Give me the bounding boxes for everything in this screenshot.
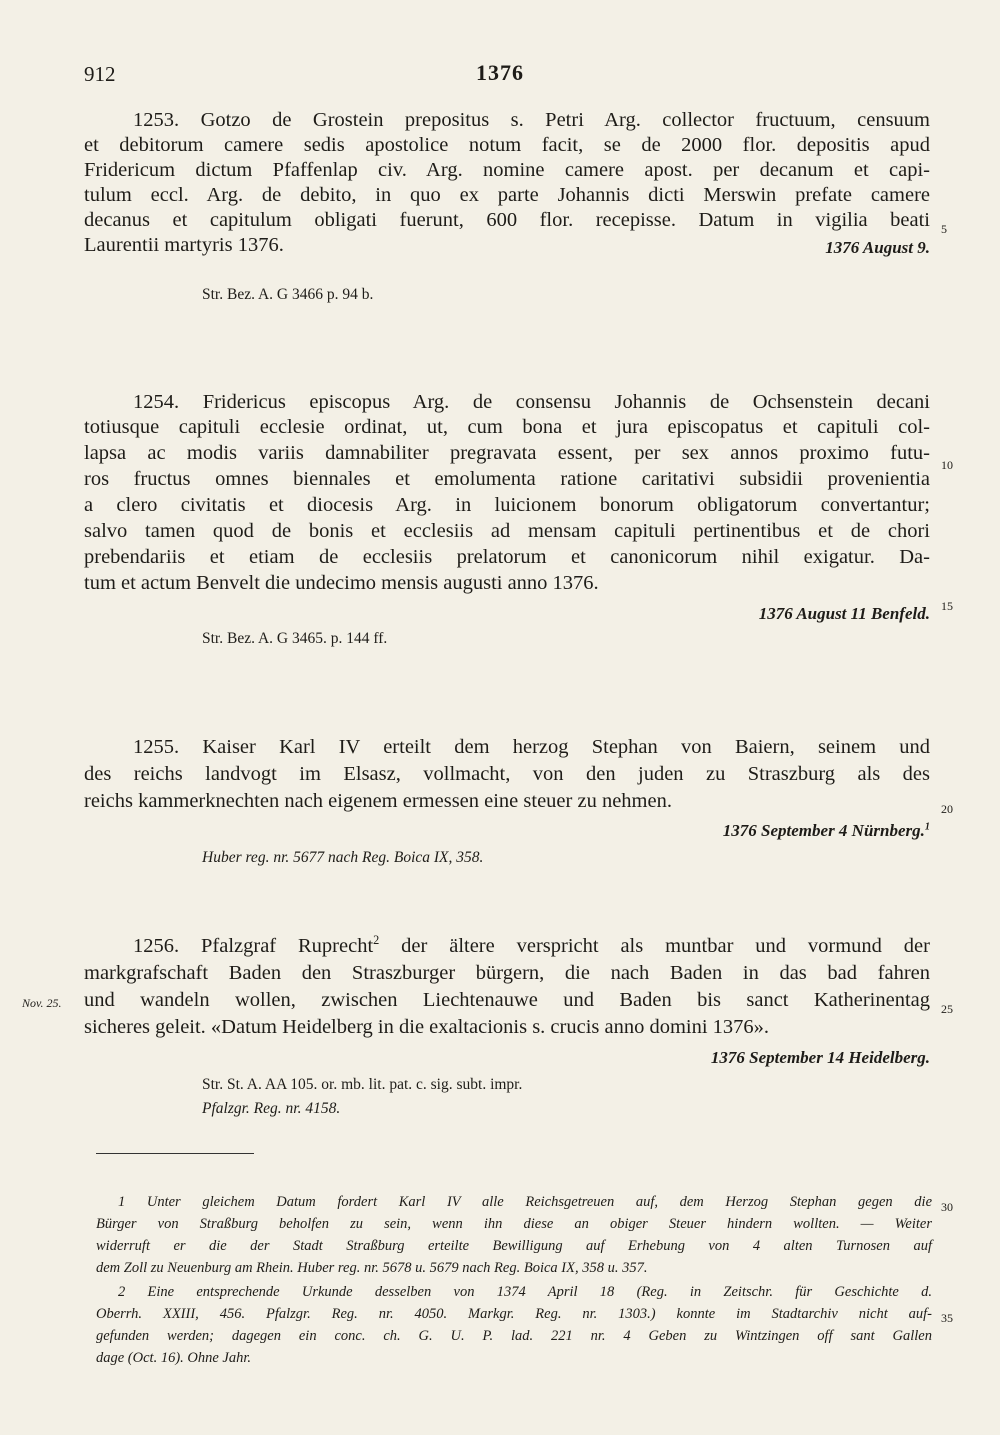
footnote-2-line-2: Oberrh. XXIII, 456. Pfalzgr. Reg. nr. 4050. Markgr. Reg. nr. 1303.) konnte im Stadtarchiv nicht auf- bbox=[96, 1306, 932, 1322]
entry-1254-source: Str. Bez. A. G 3465. p. 144 ff. bbox=[202, 630, 388, 647]
footnote-2-line-1: 2 Eine entsprechende Urkunde desselben von 1374 April 18 (Reg. in Zeitschr. für Geschichte d. bbox=[118, 1284, 932, 1300]
entry-1256-line-1-start: 1256. Pfalzgraf Ruprecht bbox=[133, 935, 374, 957]
entry-1254-line-6: salvo tamen quod de bonis et ecclesiis ad mensam capituli pertinentibus et de chori bbox=[84, 520, 930, 542]
entry-1254-line-3: lapsa ac modis variis damnabiliter pregravata essent, per sex annos proximo futu- bbox=[84, 442, 930, 464]
footnote-divider bbox=[96, 1153, 254, 1154]
entry-1256-line-3: und wandeln wollen, zwischen Liechtenauwe und Baden bis sanct Katherinentag bbox=[84, 989, 930, 1011]
entry-1255-date-text: 1376 September 4 Nürnberg. bbox=[722, 821, 925, 840]
footnote-2-line-4: dage (Oct. 16). Ohne Jahr. bbox=[96, 1350, 252, 1366]
page-number: 912 bbox=[84, 62, 116, 86]
margin-line-number: 15 bbox=[941, 599, 953, 613]
entry-1253-source: Str. Bez. A. G 3466 p. 94 b. bbox=[202, 286, 374, 303]
entry-1253-date: 1376 August 9. bbox=[825, 238, 930, 257]
entry-1256-line-2: markgrafschaft Baden den Straszburger bürgern, die nach Baden in das bad fahren bbox=[84, 962, 930, 984]
entry-1256-source-2: Pfalzgr. Reg. nr. 4158. bbox=[202, 1100, 341, 1117]
entry-1256-line-1-rest: der ältere verspricht als muntbar und vormund der bbox=[379, 935, 930, 957]
entry-1254-line-4: ros fructus omnes biennales et emolumenta ratione caritativi subsidii provenientia bbox=[84, 468, 930, 490]
entry-1253-line-5: decanus et capitulum obligati fuerunt, 600 flor. recepisse. Datum in vigilia beati bbox=[84, 209, 930, 231]
entry-1255-line-2: des reichs landvogt im Elsasz, vollmacht, von den juden zu Straszburg als des bbox=[84, 763, 930, 785]
entry-1254-line-1: 1254. Fridericus episcopus Arg. de consensu Johannis de Ochsenstein decani bbox=[133, 391, 930, 413]
margin-line-number: 25 bbox=[941, 1002, 953, 1016]
entry-1253-line-6: Laurentii martyris 1376. bbox=[84, 234, 284, 256]
margin-line-number: 5 bbox=[941, 222, 947, 236]
entry-1256-line-1 bbox=[133, 934, 930, 958]
entry-1253-line-3: Fridericum dictum Pfaffenlap civ. Arg. nomine camere apost. per decanum et capi- bbox=[84, 159, 930, 181]
margin-line-number: 35 bbox=[941, 1311, 953, 1325]
entry-1254-line-2: totiusque capituli ecclesie ordinat, ut, cum bona et jura episcopatus et capituli col- bbox=[84, 416, 930, 438]
footnote-1-line-2: Bürger von Straßburg beholfen zu sein, wenn ihn diese an obiger Steuer hindern wollten. — Weiter bbox=[96, 1216, 932, 1232]
entry-1254-line-8: tum et actum Benvelt die undecimo mensis augusti anno 1376. bbox=[84, 572, 599, 594]
entry-1256-source: Str. St. A. AA 105. or. mb. lit. pat. c. sig. subt. impr. bbox=[202, 1076, 523, 1093]
entry-1255-date bbox=[723, 821, 930, 841]
entry-1253-line-1: 1253. Gotzo de Grostein prepositus s. Petri Arg. collector fructuum, censuum bbox=[133, 109, 930, 131]
footnote-1-line-3: widerruft er die der Stadt Straßburg erteilte Bewilligung auf Erhebung von 4 alten Turnosen auf bbox=[96, 1238, 932, 1254]
entry-1255-line-3: reichs kammerknechten nach eigenem ermessen eine steuer zu nehmen. bbox=[84, 790, 672, 812]
entry-1253-line-2: et debitorum camere sedis apostolice notum facit, se de 2000 flor. depositis apud bbox=[84, 134, 930, 156]
entry-1254-line-7: prebendariis et etiam de ecclesiis prelatorum et canonicorum nihil exigatur. Da- bbox=[84, 546, 930, 568]
footnote-1-line-4: dem Zoll zu Neuenburg am Rhein. Huber reg. nr. 5678 u. 5679 nach Reg. Boica IX, 358 u. 357. bbox=[96, 1260, 648, 1276]
entry-1256-date: 1376 September 14 Heidelberg. bbox=[710, 1048, 930, 1067]
running-title: 1376 bbox=[476, 60, 524, 85]
margin-note: Nov. 25. bbox=[22, 996, 62, 1010]
entry-1254-date: 1376 August 11 Benfeld. bbox=[758, 604, 930, 623]
footnote-1-line-1: 1 Unter gleichem Datum fordert Karl IV alle Reichsgetreuen auf, dem Herzog Stephan gegen die bbox=[118, 1194, 932, 1210]
entry-1255-source: Huber reg. nr. 5677 nach Reg. Boica IX, 358. bbox=[202, 849, 484, 866]
entry-1253-line-4: tulum eccl. Arg. de debito, in quo ex parte Johannis dicti Merswin prefate camere bbox=[84, 184, 930, 206]
margin-line-number: 20 bbox=[941, 802, 953, 816]
margin-line-number: 30 bbox=[941, 1200, 953, 1214]
footnote-2-line-3: gefunden werden; dagegen ein conc. ch. G. U. P. lad. 221 nr. 4 Geben zu Wintzingen off sant Gallen bbox=[96, 1328, 932, 1344]
entry-1255-line-1: 1255. Kaiser Karl IV erteilt dem herzog Stephan von Baiern, seinem und bbox=[133, 736, 930, 758]
margin-line-number: 10 bbox=[941, 458, 953, 472]
footnote-ref-1: 1 bbox=[924, 821, 930, 833]
footnote-ref-2: 2 bbox=[373, 933, 380, 948]
entry-1254-line-5: a clero civitatis et diocesis Arg. in luicionem bonorum obligatorum convertantur; bbox=[84, 494, 930, 516]
entry-1256-line-4: sicheres geleit. «Datum Heidelberg in die exaltacionis s. crucis anno domini 1376». bbox=[84, 1016, 770, 1038]
